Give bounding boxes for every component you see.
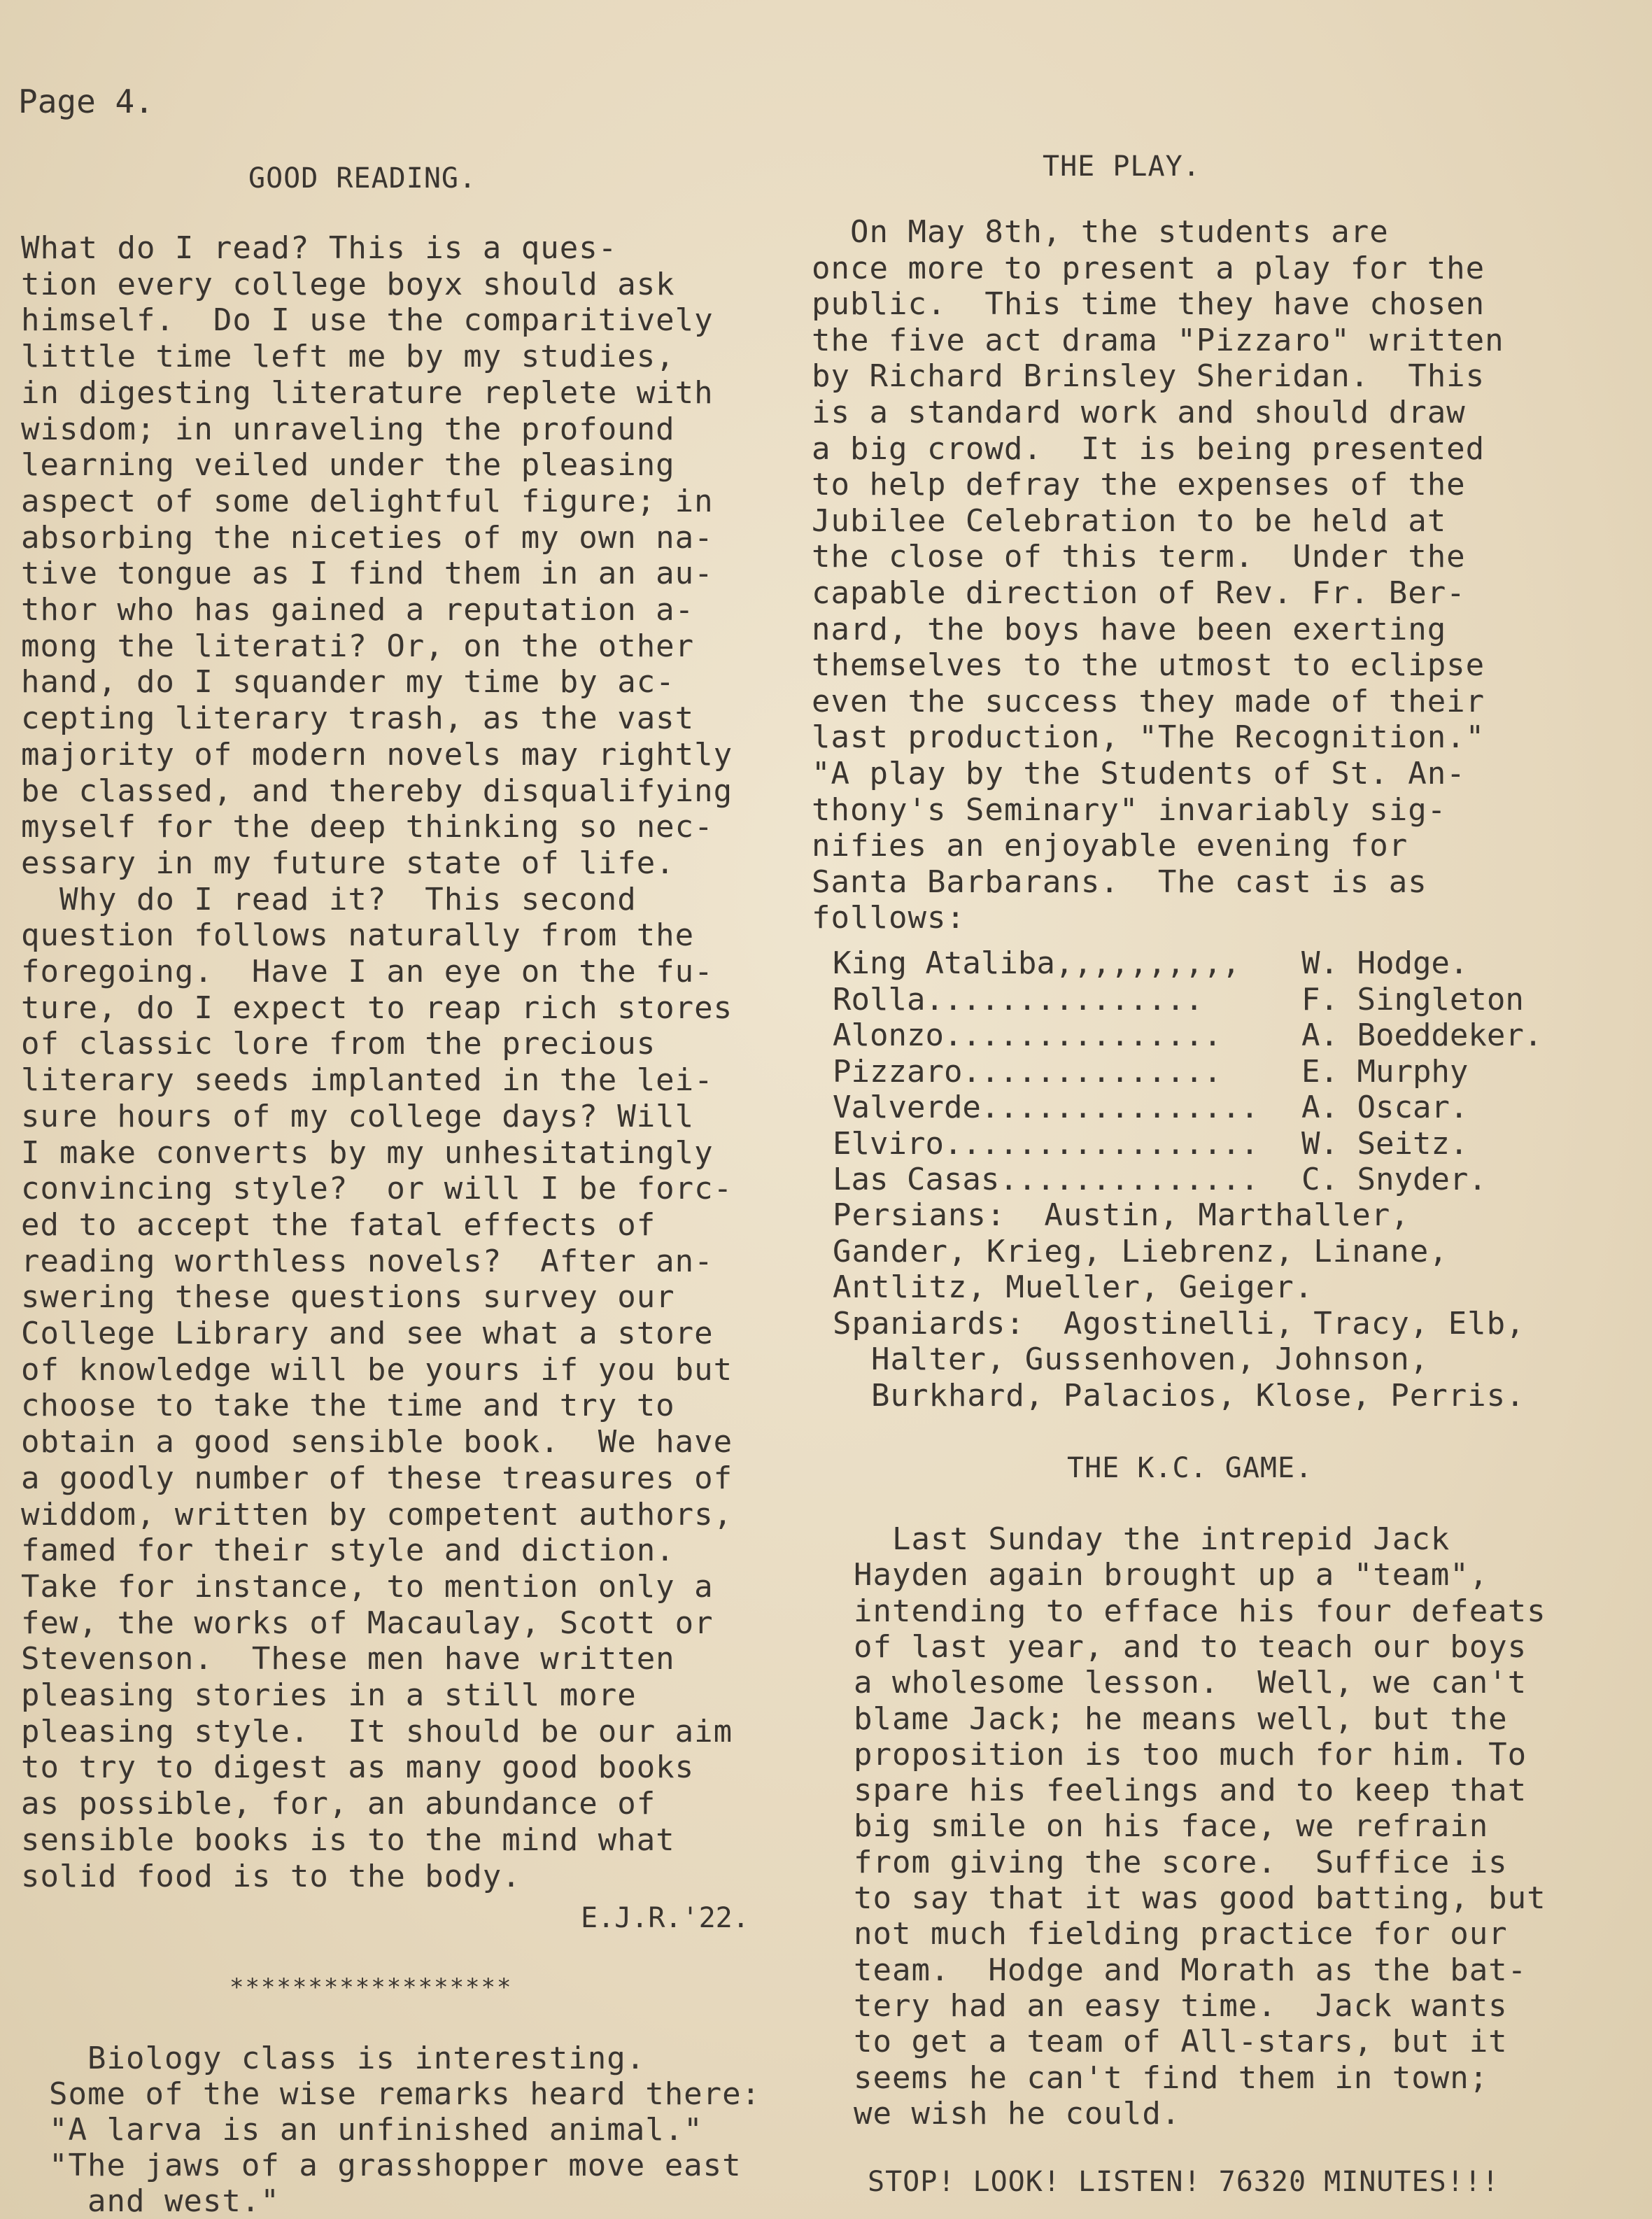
cast-actor: F. Singleton — [1301, 981, 1524, 1017]
text-line: swering these questions survey our — [21, 1279, 675, 1316]
text-line: pleasing stories in a still more — [21, 1677, 637, 1713]
text-line: from giving the score. Suffice is — [854, 1844, 1508, 1880]
text-line: famed for their style and diction. — [21, 1533, 675, 1569]
cast-role: Alonzo............... — [833, 1017, 1222, 1053]
text-line: of classic lore from the precious — [21, 1026, 656, 1062]
text-line: by Richard Brinsley Sheridan. This — [812, 358, 1485, 395]
cast-role: Rolla............... — [833, 981, 1203, 1017]
cast-role: Valverde............... — [833, 1090, 1259, 1125]
cast-actor: A. Boeddeker. — [1301, 1017, 1543, 1053]
text-line: reading worthless novels? After an- — [21, 1243, 714, 1279]
text-line: question follows naturally from the — [21, 917, 695, 954]
separator-stars: ****************** — [230, 1973, 513, 2001]
text-line: literary seeds implanted in the lei- — [21, 1062, 714, 1099]
text-line: proposition is too much for him. To — [854, 1736, 1527, 1773]
text-line: big smile on his face, we refrain — [854, 1808, 1489, 1845]
text-line: a big crowd. It is being presented — [812, 430, 1485, 467]
text-line: a wholesome lesson. Well, we can't — [854, 1665, 1527, 1701]
text-line: last production, "The Recognition." — [812, 719, 1485, 756]
text-line: sensible books is to the mind what — [21, 1822, 675, 1858]
text-line: Stevenson. These men have written — [21, 1641, 675, 1677]
text-line: majority of modern novels may rightly — [21, 736, 733, 773]
cast-actor: E. Murphy — [1301, 1053, 1469, 1090]
text-line: little time left me by my studies, — [21, 339, 675, 375]
text-line: ture, do I expect to reap rich stores — [21, 989, 733, 1026]
text-line: follows: — [812, 900, 966, 936]
cast-actor: A. Oscar. — [1301, 1090, 1469, 1125]
text-line: capable direction of Rev. Fr. Ber- — [812, 575, 1466, 611]
text-line: obtain a good sensible book. We have — [21, 1424, 733, 1460]
text-line: thony's Seminary" invariably sig- — [812, 791, 1447, 828]
cast-role: Las Casas.............. — [833, 1162, 1259, 1197]
cast-actor: W. Seitz. — [1301, 1125, 1469, 1162]
text-line: College Library and see what a store — [21, 1316, 714, 1351]
text-line: cepting literary trash, as the vast — [21, 700, 695, 737]
text-line: a goodly number of these treasures of — [21, 1460, 733, 1496]
cast-actor: C. Snyder. — [1301, 1162, 1487, 1197]
text-line: essary in my future state of life. — [21, 845, 675, 881]
text-line: tive tongue as I find them in an au- — [21, 556, 714, 592]
text-line: be classed, and thereby disqualifying — [21, 773, 733, 809]
footer-slogan: STOP! LOOK! LISTEN! 76320 MINUTES!!! — [868, 2166, 1499, 2198]
text-line: Take for instance, to mention only a — [21, 1568, 714, 1605]
text-line: to help defray the expenses of the — [812, 467, 1466, 503]
good-reading-signature: E.J.R.'22. — [581, 1902, 749, 1934]
text-line: and west." — [49, 2183, 280, 2219]
text-line: I make converts by my unhesitatingly — [21, 1134, 714, 1171]
text-line: the five act drama "Pizzaro" written — [812, 322, 1504, 358]
text-line: "A play by the Students of St. An- — [812, 756, 1466, 791]
text-line: On May 8th, the students are — [812, 214, 1389, 250]
cast-role: Elviro................. — [833, 1125, 1259, 1162]
text-line: Santa Barbarans. The cast is as — [812, 864, 1427, 900]
good-reading-title: GOOD READING. — [248, 162, 477, 195]
text-line: Biology class is interesting. — [49, 2041, 646, 2076]
text-line: Burkhard, Palacios, Klose, Perris. — [833, 1377, 1525, 1414]
text-line: as possible, for, an abundance of — [21, 1786, 656, 1822]
text-line: spare his feelings and to keep that — [854, 1773, 1527, 1809]
text-line: myself for the deep thinking so nec- — [21, 809, 714, 845]
text-line: team. Hodge and Morath as the bat- — [854, 1952, 1527, 1988]
text-line: Some of the wise remarks heard there: — [49, 2076, 761, 2112]
text-line: once more to present a play for the — [812, 250, 1485, 286]
cast-role: Pizzaro.............. — [833, 1053, 1222, 1090]
cast-actor: W. Hodge. — [1301, 945, 1469, 981]
text-line: public. This time they have chosen — [812, 286, 1485, 323]
text-line: blame Jack; he means well, but the — [854, 1700, 1508, 1737]
text-line: wisdom; in unraveling the profound — [21, 411, 675, 447]
text-line: absorbing the niceties of my own na- — [21, 519, 714, 556]
text-line: of last year, and to teach our boys — [854, 1628, 1527, 1665]
text-line: even the success they made of their — [812, 683, 1485, 719]
text-line: sure hours of my college days? Will — [21, 1098, 695, 1134]
text-line: solid food is to the body. — [21, 1858, 521, 1894]
text-line: hand, do I squander my time by ac- — [21, 664, 675, 700]
text-line: convincing style? or will I be forc- — [21, 1171, 733, 1207]
text-line: Last Sunday the intrepid Jack — [854, 1521, 1450, 1557]
cast-role: King Ataliba,,,,,,,,,, — [833, 945, 1241, 981]
text-line: nifies an enjoyable evening for — [812, 828, 1409, 864]
text-line: in digesting literature replete with — [21, 374, 714, 411]
text-line: What do I read? This is a ques- — [21, 230, 618, 266]
text-line: mong the literati? Or, on the other — [21, 628, 695, 664]
text-line: Halter, Gussenhoven, Johnson, — [833, 1341, 1429, 1377]
text-line: intending to efface his four defeats — [854, 1593, 1546, 1629]
text-line: pleasing style. It should be our aim — [21, 1713, 733, 1749]
text-line: to say that it was good batting, but — [854, 1880, 1546, 1916]
text-line: to try to digest as many good books — [21, 1749, 695, 1786]
text-line: Gander, Krieg, Liebrenz, Linane, — [833, 1233, 1448, 1269]
text-line: Hayden again brought up a "team", — [854, 1557, 1489, 1593]
text-line: ed to accept the fatal effects of — [21, 1206, 656, 1243]
text-line: we wish he could. — [854, 2095, 1181, 2132]
text-line: Spaniards: Agostinelli, Tracy, Elb, — [833, 1305, 1525, 1341]
text-line: himself. Do I use the comparitively — [21, 302, 714, 339]
text-line: thor who has gained a reputation a- — [21, 592, 695, 628]
text-line: "The jaws of a grasshopper move east — [49, 2148, 742, 2183]
text-line: seems he can't find them in town; — [854, 2059, 1489, 2096]
text-line: Antlitz, Mueller, Geiger. — [833, 1269, 1314, 1305]
text-line: the close of this term. Under the — [812, 539, 1466, 575]
text-line: choose to take the time and try to — [21, 1388, 675, 1424]
text-line: nard, the boys have been exerting — [812, 611, 1447, 647]
text-line: tion every college boyx should ask — [21, 266, 675, 302]
text-line: Jubilee Celebration to be held at — [812, 502, 1447, 539]
text-line: few, the works of Macaulay, Scott or — [21, 1605, 714, 1641]
text-line: themselves to the utmost to eclipse — [812, 647, 1485, 684]
text-line: of knowledge will be yours if you but — [21, 1351, 733, 1388]
text-line: aspect of some delightful figure; in — [21, 483, 714, 519]
text-line: widdom, written by competent authors, — [21, 1496, 733, 1533]
text-line: Why do I read it? This second — [21, 881, 637, 917]
kc-game-title: THE K.C. GAME. — [1067, 1452, 1313, 1484]
text-line: foregoing. Have I an eye on the fu- — [21, 954, 714, 989]
the-play-title: THE PLAY. — [1043, 150, 1201, 183]
text-line: not much fielding practice for our — [854, 1916, 1508, 1952]
text-line: tery had an easy time. Jack wants — [854, 1987, 1508, 2024]
text-line: to get a team of All-stars, but it — [854, 2024, 1508, 2060]
text-line: Persians: Austin, Marthaller, — [833, 1197, 1410, 1233]
text-line: learning veiled under the pleasing — [21, 447, 675, 484]
text-line: is a standard work and should draw — [812, 395, 1466, 430]
page-number: Page 4. — [18, 83, 154, 120]
text-line: "A larva is an unfinished animal." — [49, 2112, 703, 2148]
